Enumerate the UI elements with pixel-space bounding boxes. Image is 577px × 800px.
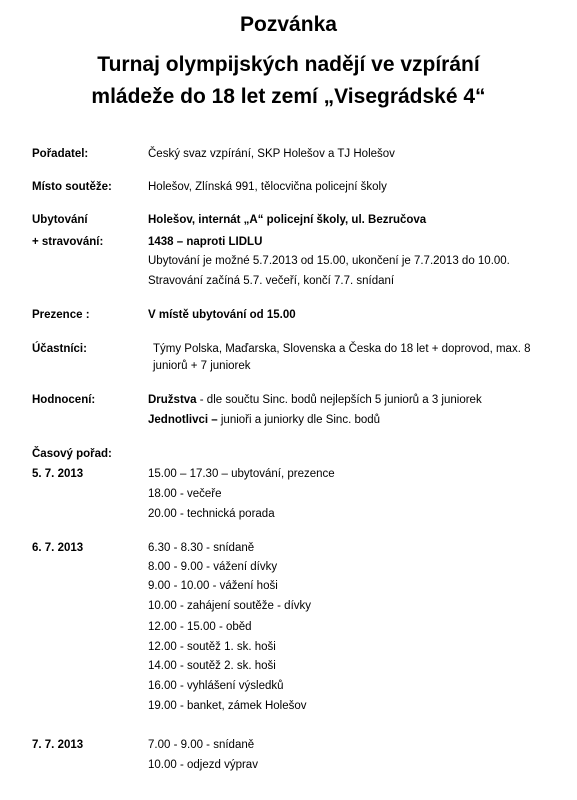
participants-label: Účastníci: — [32, 343, 87, 355]
evaluation-team-text: - dle součtu Sinc. bodů nejlepších 5 juniorů a 3 juniorek — [196, 394, 482, 406]
schedule-label: Časový pořad: — [32, 448, 112, 460]
participants-value: Týmy Polska, Maďarska, Slovenska a Česka do 18 let + doprovod, max. 8 juniorů + 7 juniorek — [153, 343, 531, 372]
accommodation-label-line-2: + stravování: — [32, 236, 104, 248]
venue-value: Holešov, Zlínská 991, tělocvična policejní školy — [148, 181, 387, 193]
registration-label: Prezence : — [32, 309, 90, 321]
evaluation-team-label: Družstva — [148, 394, 197, 406]
schedule-item: 19.00 - banket, zámek Holešov — [148, 700, 307, 712]
organizer-value: Český svaz vzpírání, SKP Holešov a TJ Holešov — [148, 148, 395, 160]
schedule-item: 9.00 - 10.00 - vážení hoši — [148, 580, 278, 592]
evaluation-individual-label: Jednotlivci – — [148, 414, 218, 426]
evaluation-label: Hodnocení: — [32, 394, 96, 406]
schedule-item: 6.30 - 8.30 - snídaně — [148, 542, 255, 554]
schedule-item: 14.00 - soutěž 2. sk. hoši — [148, 660, 276, 672]
evaluation-individual-line — [148, 415, 380, 427]
schedule-item: 8.00 - 9.00 - vážení dívky — [148, 561, 278, 573]
schedule-item: 12.00 - soutěž 1. sk. hoši — [148, 641, 276, 653]
schedule-item: 16.00 - vyhlášení výsledků — [148, 680, 284, 692]
event-title-line-1: Turnaj olympijských nadějí ve vzpírání — [97, 53, 480, 76]
schedule-day-date: 6. 7. 2013 — [32, 542, 84, 554]
evaluation-individual-text: junioři a juniorky dle Sinc. bodů — [217, 414, 381, 426]
schedule-item: 10.00 - zahájení soutěže - dívky — [148, 600, 312, 612]
venue-label: Místo soutěže: — [32, 181, 112, 193]
schedule-item: 10.00 - odjezd výprav — [148, 759, 258, 771]
evaluation-team-line — [148, 395, 482, 407]
schedule-item: 18.00 - večeře — [148, 488, 222, 500]
accommodation-line-2: 1438 – naproti LIDLU — [148, 236, 263, 248]
schedule-item: 7.00 - 9.00 - snídaně — [148, 739, 255, 751]
accommodation-line-3: Ubytování je možné 5.7.2013 od 15.00, ukončení je 7.7.2013 do 10.00. — [148, 255, 510, 267]
accommodation-line-4: Stravování začíná 5.7. večeří, končí 7.7. snídaní — [148, 275, 395, 287]
schedule-item: 15.00 – 17.30 – ubytování, prezence — [148, 468, 335, 480]
organizer-label: Pořadatel: — [32, 148, 89, 160]
schedule-item: 12.00 - 15.00 - oběd — [148, 621, 252, 633]
schedule-item: 20.00 - technická porada — [148, 508, 275, 520]
schedule-day-date: 5. 7. 2013 — [32, 468, 84, 480]
registration-value: V místě ubytování od 15.00 — [148, 309, 296, 321]
schedule-day-date: 7. 7. 2013 — [32, 739, 84, 751]
accommodation-line-1: Holešov, internát „A“ policejní školy, ul. Bezručova — [148, 214, 427, 226]
event-title-line-2: mládeže do 18 let zemí „Visegrádské 4“ — [91, 85, 486, 108]
page-title: Pozvánka — [240, 13, 337, 36]
accommodation-label-line-1: Ubytování — [32, 214, 88, 226]
